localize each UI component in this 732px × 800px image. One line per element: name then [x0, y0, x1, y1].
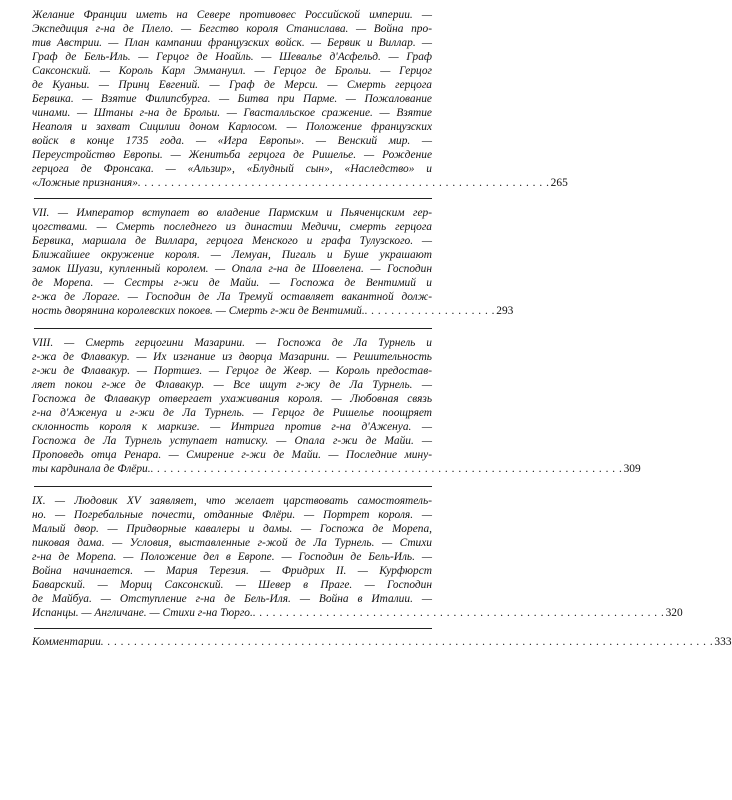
toc-line: пиковая дама. — Условия, выставленные г-жой де Ла Турнель. — Стихи	[32, 537, 432, 549]
leader-dots: . . . . . . . . . . . . . . . . . . . . . . . . . . . . . . . . . . . . . . . . . . . . . . . . . . . . . . . . . . . . . . . . . . . . . . .	[150, 463, 623, 475]
toc-line: Экспедиция г-на де Плело. — Бегство короля Станислава. — Война про-	[32, 23, 432, 35]
toc-line: де Куаньи. — Принц Евгений. — Граф де Мерси. — Смерть герцога	[32, 79, 432, 91]
toc-line: ляет покои г-же де Флавакур. — Все ищут г-жу де Ла Турнель. —	[32, 379, 432, 391]
toc-line: Баварский. — Мориц Саксонский. — Шевер в Праге. — Господин	[32, 579, 432, 591]
toc-line: г-жа де Лораге. — Господин де Ла Тремуй оставляет вакантной долж-	[32, 291, 432, 303]
toc-line: герцога де Фронсака. — «Альзир», «Блудный сын», «Наследство» и	[32, 163, 432, 175]
toc-line: замок Шуази, купленный королем. — Опала г-на де Шовелена. — Господин	[32, 263, 432, 275]
leader-dots: . . . . . . . . . . . . . . . . . . . . . . . . . . . . . . . . . . . . . . . . . . . . . . . . . . . . . . . . . . . . . .	[137, 177, 550, 189]
toc-line: тив Австрии. — План кампании французских войск. — Бервик и Виллар. —	[32, 37, 432, 49]
toc-line: склонность короля к маркизе. — Интрига против г-на д'Аженуа. —	[32, 421, 432, 433]
toc-line-with-page	[32, 606, 683, 620]
toc-line: но. — Погребальные почести, отданные Флёри. — Портрет короля. —	[32, 509, 432, 521]
toc-line: г-жа де Флавакур. — Их изгнание из дворца Мазарини. — Решительность	[32, 351, 432, 363]
toc-line-with-page	[32, 635, 732, 649]
toc-line: чинами. — Штаны г-на де Брольи. — Гвасталльское сражение. — Взятие	[32, 107, 432, 119]
page-number: 265	[550, 177, 568, 189]
toc-line: Саксонский. — Король Карл Эммануил. — Герцог де Брольи. — Герцог	[32, 65, 432, 77]
toc-line: цогствами. — Смерть последнего из династии Медичи, смерть герцога	[32, 221, 432, 233]
toc-line: VII. — Император вступает во владение Пармским и Пьяченцским гер-	[32, 207, 432, 219]
toc-line: Ближайшее окружение короля. — Лемуан, Пигаль и Буше украшают	[32, 249, 432, 261]
toc-line-with-page	[32, 304, 514, 318]
page-number: 333	[714, 636, 732, 648]
toc-line-text: Комментарии	[32, 636, 101, 648]
toc-line-text: ность дворянина королевских покоев. — Смерть г-жи де Вентимий.	[32, 305, 365, 317]
toc-line: Госпожа де Ла Турнель уступает натиску. — Опала г-жи де Майи. —	[32, 435, 432, 447]
toc-line: Бервика, маршала де Виллара, герцога Менского и графа Тулузского. —	[32, 235, 432, 247]
leader-dots: . . . . . . . . . . . . . . . . . . . . . . . . . . . . . . . . . . . . . . . . . . . . . . . . . . . . . . . . . . . . . . . . . . . . . . . . . . . . . . . . . . . . . . . . . . . .	[100, 636, 714, 648]
toc-line: де Морепа. — Сестры г-жи де Майи. — Госпожа де Вентимий и	[32, 277, 432, 289]
toc-line: VIII. — Смерть герцогини Мазарини. — Госпожа де Ла Турнель и	[32, 337, 432, 349]
divider	[34, 486, 432, 487]
toc-line: де Майбуа. — Отступление г-на де Бель-Иля. — Война в Италии. —	[32, 593, 432, 605]
toc-line: Граф де Бель-Иль. — Герцог де Ноайль. — Шевалье д'Асфельд. — Граф	[32, 51, 432, 63]
toc-line: Малый двор. — Придворные кавалеры и дамы. — Госпожа де Морепа,	[32, 523, 432, 535]
toc-line-text: Испанцы. — Англичане. — Стихи г-на Тюрго.	[32, 607, 253, 619]
toc-line-text: «Ложные признания»	[32, 177, 138, 189]
divider	[34, 198, 432, 199]
toc-line: г-на д'Аженуа и г-жи де Ла Турнель. — Герцог де Ришелье поощряет	[32, 407, 432, 419]
toc-line: IX. — Людовик XV заявляет, что желает царствовать самостоятель-	[32, 495, 432, 507]
toc-line: г-жи де Флавакур. — Портшез. — Герцог де Жевр. — Король предостав-	[32, 365, 432, 377]
toc-line-with-page	[32, 462, 641, 476]
toc-line-with-page	[32, 176, 568, 190]
leader-dots: . . . . . . . . . . . . . . . . . . . .	[364, 305, 496, 317]
toc-line-text: ты кардинала де Флёри.	[32, 463, 151, 475]
toc-line: Госпожа де Флавакур отвергает ухаживания короля. — Любовная связь	[32, 393, 432, 405]
toc-line: Желание Франции иметь на Севере противовес Российской империи. —	[32, 9, 432, 21]
divider	[34, 328, 432, 329]
toc-line: Переустройство Европы. — Женитьба герцога де Ришелье. — Рождение	[32, 149, 432, 161]
page-number: 320	[665, 607, 683, 619]
page-number: 309	[623, 463, 641, 475]
divider	[34, 628, 432, 629]
leader-dots: . . . . . . . . . . . . . . . . . . . . . . . . . . . . . . . . . . . . . . . . . . . . . . . . . . . . . . . . . . . . . .	[252, 607, 665, 619]
toc-line: Проповедь отца Ренара. — Смирение г-жи де Майи. — Последние мину-	[32, 449, 432, 461]
page-number: 293	[496, 305, 514, 317]
toc-line: Бервика. — Взятие Филипсбурга. — Битва при Парме. — Пожалование	[32, 93, 432, 105]
toc-line: г-на де Морепа. — Положение дел в Европе. — Господин де Бель-Иль. —	[32, 551, 432, 563]
toc-line: Война начинается. — Мария Терезия. — Фридрих II. — Курфюрст	[32, 565, 432, 577]
toc-line: Неаполя и захват Сицилии доном Карлосом. — Положение французских	[32, 121, 432, 133]
toc-line: войск в конце 1735 года. — «Игра Европы». — Венский мир. —	[32, 135, 432, 147]
